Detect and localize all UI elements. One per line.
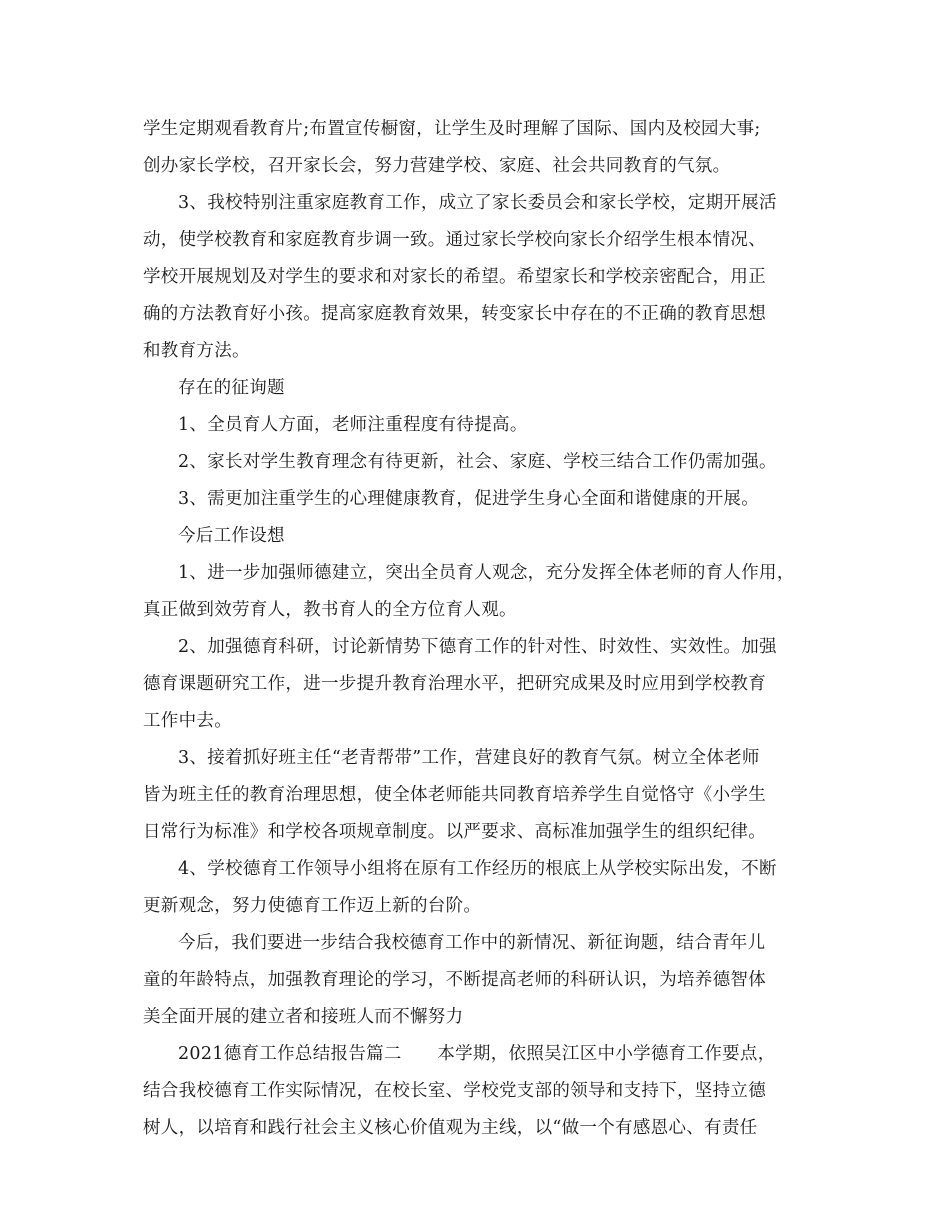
text-line: 1、全员育人方面，老师注重程度有待提高。 [178, 415, 528, 435]
text-line: 动，使学校教育和家庭教育步调一致。通过家长学校向家长介绍学生根本情况、 [143, 230, 766, 250]
text-line: 3、接着抓好班主任“老青帮带”工作，营建良好的教育气氛。树立全体老师 [178, 748, 760, 768]
text-line: 真正做到效劳育人，教书育人的全方位育人观。 [143, 600, 517, 620]
report-title-line: 2021德育工作总结报告篇二 本学期，依照吴江区中小学德育工作要点， [178, 1044, 776, 1064]
text-line: 2、家长对学生教育理念有待更新，社会、家庭、学校三结合工作仍需加强。 [178, 452, 777, 472]
text-line: 3、我校特别注重家庭教育工作，成立了家长委员会和家长学校，定期开展活 [178, 193, 777, 213]
text-line: 2、加强德育科研，讨论新情势下德育工作的针对性、时效性、实效性。加强 [178, 637, 777, 657]
text-line: 今后，我们要进一步结合我校德育工作中的新情况、新征询题，结合青年儿 [178, 933, 766, 953]
text-line: 工作中去。 [143, 711, 232, 731]
text-line: 德育课题研究工作，进一步提升教育治理水平，把研究成果及时应用到学校教育 [143, 674, 766, 694]
text-line: 1、进一步加强师德建立，突出全员育人观念，充分发挥全体老师的育人作用， [178, 563, 795, 583]
text-line: 童的年龄特点，加强教育理论的学习，不断提高老师的科研认识，为培养德智体 [143, 970, 766, 990]
text-line: 学校开展规划及对学生的要求和对家长的希望。希望家长和学校亲密配合，用正 [143, 267, 766, 287]
text-line: 树人，以培育和践行社会主义核心价值观为主线，以“做一个有感恩心、有责任 [143, 1118, 758, 1138]
text-line: 和教育方法。 [143, 341, 250, 361]
text-line: 创办家长学校，召开家长会，努力营建学校、家庭、社会共同教育的气氛。 [143, 156, 731, 176]
section-heading: 存在的征询题 [178, 378, 285, 398]
text-line: 确的方法教育好小孩。提高家庭教育效果，转变家长中存在的不正确的教育思想 [143, 304, 766, 324]
text-line: 日常行为标准》和学校各项规章制度。以严要求、高标准加强学生的组织纪律。 [143, 822, 766, 842]
text-line: 皆为班主任的教育治理思想，使全体老师能共同教育培养学生自觉恪守《小学生 [143, 785, 766, 805]
text-line: 学生定期观看教育片;布置宣传橱窗，让学生及时理解了国际、国内及校园大事; [143, 119, 761, 139]
text-line: 更新观念，努力使德育工作迈上新的台阶。 [143, 896, 482, 916]
text-line: 美全面开展的建立者和接班人而不懈努力 [143, 1007, 464, 1027]
text-line: 3、需更加注重学生的心理健康教育，促进学生身心全面和谐健康的开展。 [178, 489, 760, 509]
text-line: 4、学校德育工作领导小组将在原有工作经历的根底上从学校实际出发，不断 [178, 859, 777, 879]
section-heading: 今后工作设想 [178, 526, 285, 546]
text-line: 结合我校德育工作实际情况，在校长室、学校党支部的领导和支持下，坚持立德 [143, 1081, 766, 1101]
